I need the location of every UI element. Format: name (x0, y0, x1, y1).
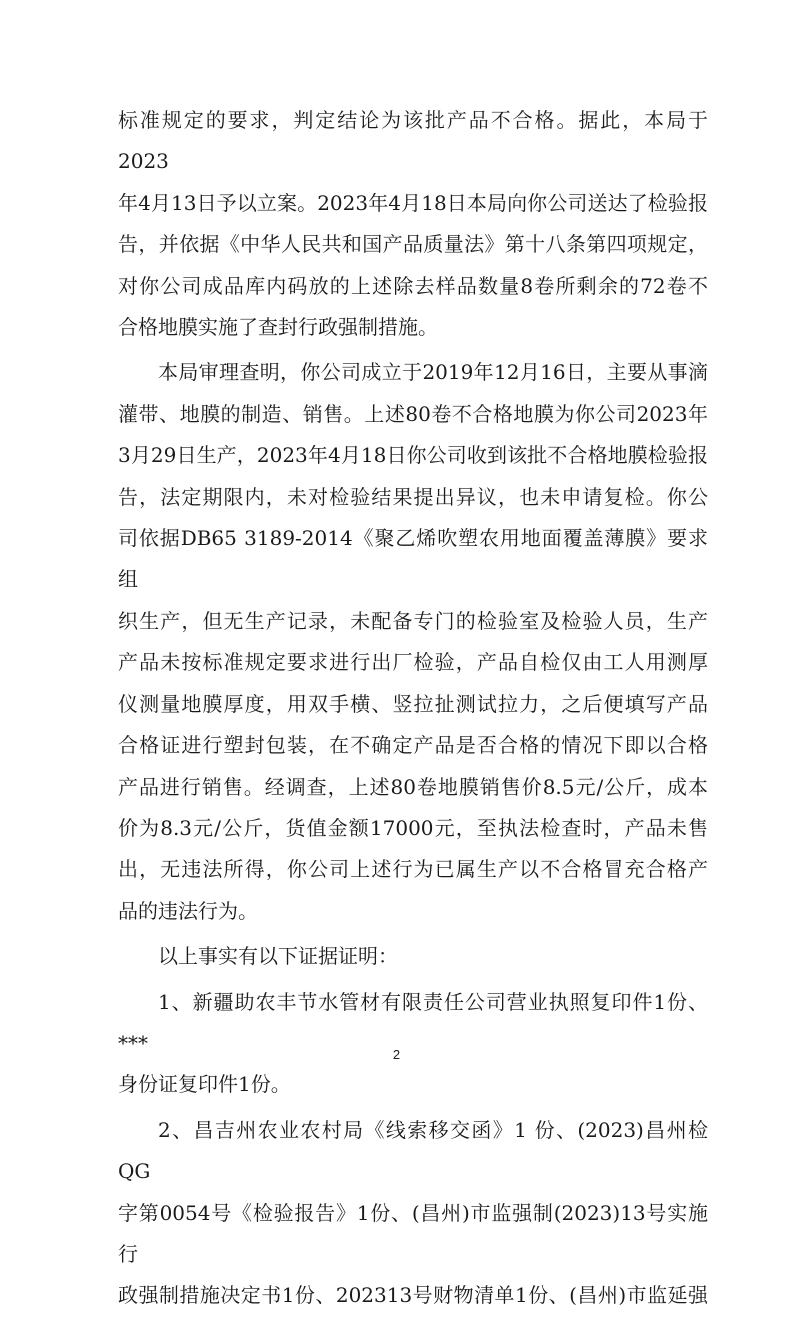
text-line: 1、新疆助农丰节水管材有限责任公司营业执照复印件1份、*** (118, 989, 708, 1055)
text-line: 年4月13日予以立案。2023年4月18日本局向你公司送达了检验报 (118, 190, 708, 215)
text-line: 字第0054号《检验报告》1份、(昌州)市监强制(2023)13号实施行 (118, 1200, 708, 1266)
text-line: 出，无违法所得，你公司上述行为已属生产以不合格冒充合格产 (118, 857, 708, 882)
text-line: 标准规定的要求，判定结论为该批产品不合格。据此，本局于2023 (118, 108, 708, 174)
page-number: 2 (392, 1047, 401, 1062)
paragraph-findings (118, 352, 708, 932)
paragraph-evidence-1 (118, 982, 708, 1106)
text-line: 政强制措施决定书1份、202313号财物清单1份、(昌州)市监延强 (118, 1283, 708, 1308)
text-line: 仪测量地膜厚度，用双手横、竖拉扯测试拉力，之后便填写产品 (118, 691, 708, 716)
text-line: 身份证复印件1份。 (118, 1072, 291, 1097)
text-line: 告，法定期限内，未对检验结果提出异议，也未申请复检。你公 (118, 484, 708, 509)
text-line: 合格地膜实施了查封行政强制措施。 (118, 315, 438, 340)
text-line: 产品进行销售。经调查，上述80卷地膜销售价8.5元/公斤，成本 (118, 774, 708, 799)
paragraph-evidence-2 (118, 1110, 708, 1317)
text-line: 织生产，但无生产记录，未配备专门的检验室及检验人员，生产 (118, 608, 708, 633)
text-line: 本局审理查明，你公司成立于2019年12月16日，主要从事滴 (158, 360, 708, 385)
text-line: 对你公司成品库内码放的上述除去样品数量8卷所剩余的72卷不 (118, 273, 708, 298)
document-body (118, 100, 708, 1317)
text-line: 3月29日生产，2023年4月18日你公司收到该批不合格地膜检验报 (118, 443, 708, 468)
paragraph-evidence-intro (118, 936, 708, 977)
text-line: 司依据DB65 3189-2014《聚乙烯吹塑农用地面覆盖薄膜》要求组 (118, 526, 708, 592)
text-line: 合格证进行塑封包装，在不确定产品是否合格的情况下即以合格 (118, 733, 708, 758)
text-line: 以上事实有以下证据证明： (158, 944, 398, 969)
text-line: 价为8.3元/公斤，货值金额17000元，至执法检查时，产品未售 (118, 815, 708, 840)
text-line: 灌带、地膜的制造、销售。上述80卷不合格地膜为你公司2023年 (118, 401, 708, 426)
paragraph-filing (118, 100, 708, 348)
text-line: 告，并依据《中华人民共和国产品质量法》第十八条第四项规定， (118, 232, 708, 257)
text-line: 产品未按标准规定要求进行出厂检验，产品自检仅由工人用测厚 (118, 650, 708, 675)
text-line: 2、昌吉州农业农村局《线索移交函》1 份、(2023)昌州检QG (118, 1117, 708, 1184)
text-line: 品的违法行为。 (118, 898, 258, 923)
